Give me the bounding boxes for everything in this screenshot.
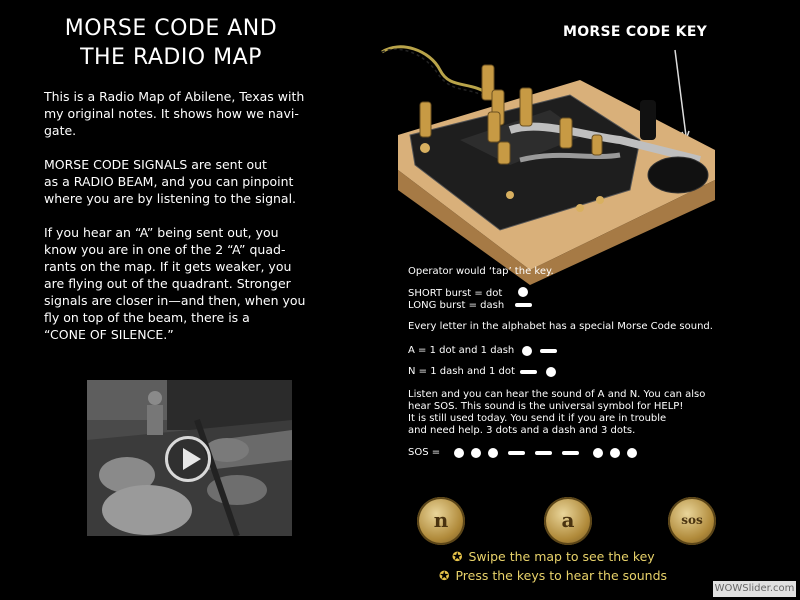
listen-line-3: It is still used today. You send it if you are in trouble bbox=[408, 413, 667, 424]
swipe-hint-text: Swipe the map to see the key bbox=[468, 549, 655, 564]
a-code-text: A = 1 dot and 1 dash bbox=[408, 345, 515, 356]
sos-dot-2 bbox=[471, 448, 481, 458]
sos-dash-2 bbox=[535, 451, 552, 455]
page-title bbox=[40, 14, 302, 72]
sos-dot-6 bbox=[627, 448, 637, 458]
n-code-text: N = 1 dash and 1 dot bbox=[408, 366, 515, 377]
long-burst-text: LONG burst = dash bbox=[408, 300, 505, 311]
press-hint bbox=[439, 568, 667, 583]
n-dot-symbol bbox=[546, 367, 556, 377]
a-dot-symbol bbox=[522, 346, 532, 356]
dash-symbol bbox=[515, 303, 532, 307]
listen-line-4: and need help. 3 dots and a dash and 3 dots. bbox=[408, 425, 636, 436]
sos-text: SOS = bbox=[408, 447, 441, 458]
short-burst-text: SHORT burst = dot bbox=[408, 288, 503, 299]
star-icon: ✪ bbox=[452, 549, 463, 564]
swipe-hint bbox=[452, 549, 655, 564]
listen-line-2: hear SOS. This sound is the universal symbol for HELP! bbox=[408, 401, 684, 412]
watermark[interactable]: WOWSlider.com bbox=[713, 581, 796, 597]
sos-key-button[interactable] bbox=[668, 497, 716, 545]
sos-dot-4 bbox=[593, 448, 603, 458]
dot-symbol bbox=[518, 287, 528, 297]
video-thumbnail[interactable] bbox=[87, 380, 292, 536]
sos-dot-5 bbox=[610, 448, 620, 458]
sos-key-label: sos bbox=[681, 513, 703, 527]
intro-paragraph-3: If you hear an “A” being sent out, you know you are in one of the 2 “A” quad- rants on the map. If it gets weaker, you are flying out of the quadrant. Stronger signals are closer in—and then, when you fly on top of the beam, there is a “CONE OF SILENCE.” bbox=[44, 225, 306, 342]
play-icon[interactable] bbox=[165, 436, 211, 482]
sos-dash-3 bbox=[562, 451, 579, 455]
n-key-button[interactable] bbox=[417, 497, 465, 545]
intro-text bbox=[44, 88, 316, 360]
n-dash-symbol bbox=[520, 370, 537, 374]
star-icon: ✪ bbox=[439, 568, 450, 583]
intro-paragraph-2: MORSE CODE SIGNALS are sent out as a RADIO BEAM, and you can pinpoint where you are by listening to the signal. bbox=[44, 157, 297, 206]
sos-dot-1 bbox=[454, 448, 464, 458]
title-line-2: THE RADIO MAP bbox=[80, 45, 262, 70]
a-key-button[interactable] bbox=[544, 497, 592, 545]
a-key-label: a bbox=[561, 508, 575, 532]
intro-paragraph-1: This is a Radio Map of Abilene, Texas with my original notes. It shows how we navi- gate. bbox=[44, 89, 305, 138]
tap-text: Operator would ‘tap’ the key. bbox=[408, 266, 554, 277]
sos-dot-3 bbox=[488, 448, 498, 458]
morse-key-photo bbox=[370, 40, 730, 285]
a-dash-symbol bbox=[540, 349, 557, 353]
press-hint-text: Press the keys to hear the sounds bbox=[455, 568, 668, 583]
morse-key-label: MORSE CODE KEY bbox=[563, 24, 708, 40]
listen-line-1: Listen and you can hear the sound of A and N. You can also bbox=[408, 389, 706, 400]
pointer-arrow bbox=[675, 50, 686, 136]
alphabet-text: Every letter in the alphabet has a special Morse Code sound. bbox=[408, 321, 713, 332]
sos-dash-1 bbox=[508, 451, 525, 455]
n-key-label: n bbox=[433, 508, 449, 532]
title-line-1: MORSE CODE AND bbox=[64, 16, 278, 41]
